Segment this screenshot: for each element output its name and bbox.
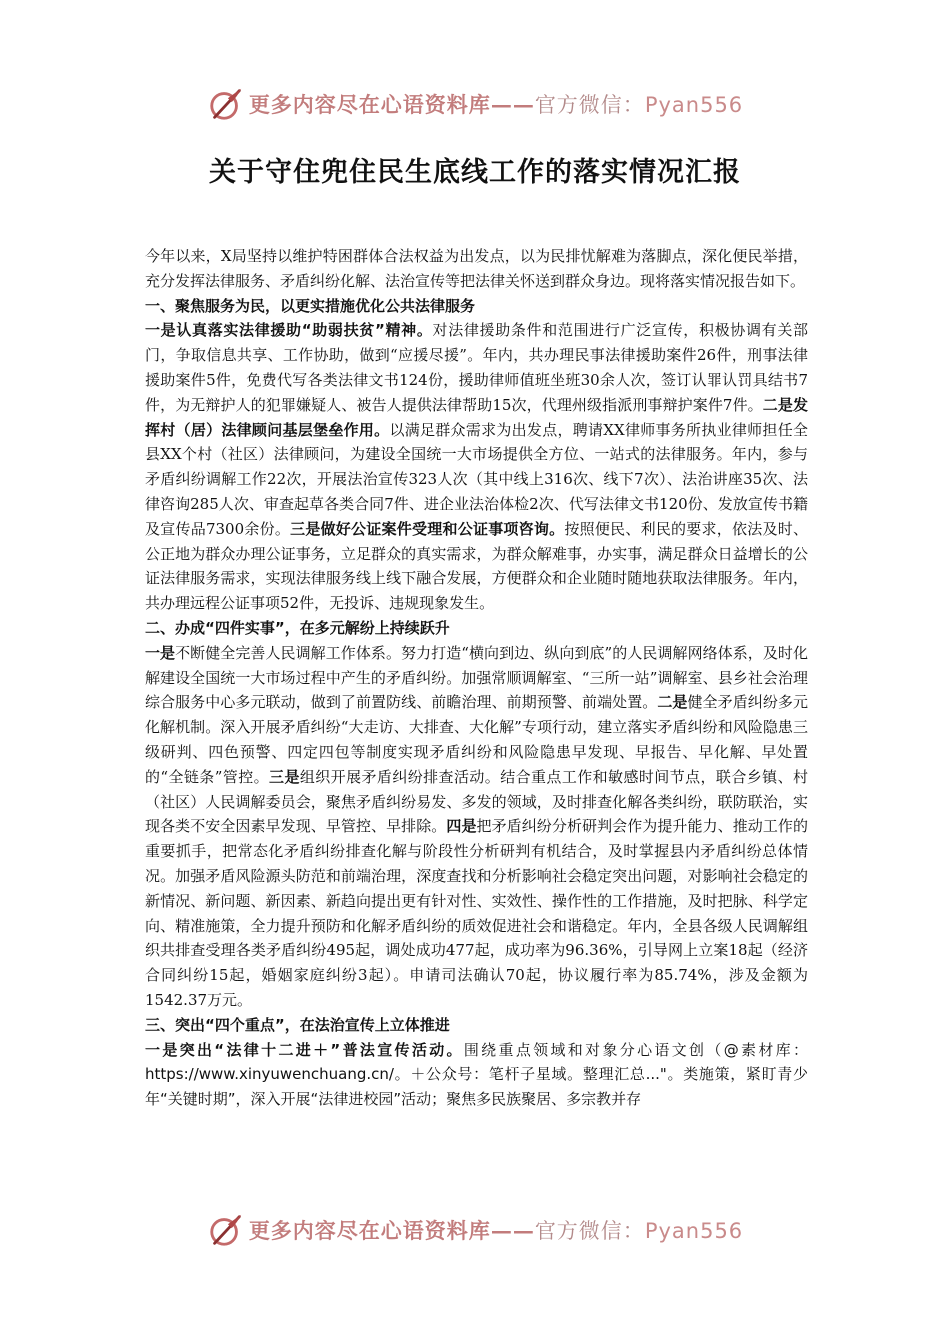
s1-point-3-lead: 三是做好公证案件受理和公证事项咨询。 [290,519,565,538]
document-title: 关于守住兜住民生底线工作的落实情况汇报 [209,157,741,188]
header-banner-wechat: 官方微信： [534,93,645,117]
section-1-paragraph [145,318,808,616]
s1-point-2-text: 以满足群众需求为出发点，聘请XX律师事务所执业律师担任全县XX个村（社区）法律顾问，为建设全国统一大市场提供全方位、一站式的法律服务。年内，参与矛盾纠纷调解工作22次，开展法治宣传323人次（其中线上316次、线下7次）、法治讲座35次、法律咨询285人次、审查起草各类合同7件、进企业法治体检2次、代写法律文书120份、发放宣传书籍及宣传品7300余份。 [145,420,808,538]
footer-banner-text [249,1215,743,1245]
header-banner-main: 更多内容尽在心语资料库 [248,92,491,117]
footer-banner-id: Pyan556 [644,1219,744,1243]
quill-logo-icon [207,1211,245,1249]
s2-point-1-text: 不断健全完善人民调解工作体系。努力打造“横向到边、纵向到底”的人民调解网络体系，及时化解建设全国统一大市场过程中产生的矛盾纠纷。加强常顺调解室、“三所一站”调解室、县乡社会治理综合服务中心多元联动，做到了前置防线、前瞻治理、前期预警、前端处置。 [145,643,808,712]
s2-point-2-text: 健全矛盾纠纷多元化解机制。深入开展矛盾纠纷“大走访、大排查、大化解”专项行动，建立落实矛盾纠纷和风险隐患三级研判、四色预警、四定四包等制度实现矛盾纠纷和风险隐患早发现、早报告、早化解、早处置的“全链条”管控。 [145,693,808,786]
s1-point-2-lead: 二是发挥村（居）法律顾问基层堡垒作用。 [145,395,808,439]
intro-paragraph: 今年以来，X局坚持以维护特困群体合法权益为出发点，以为民排忧解难为落脚点，深化便民举措，充分发挥法律服务、矛盾纠纷化解、法治宣传等把法律关怀送到群众身边。现将落实情况报告如下。 [145,247,808,290]
s2-point-2-lead: 二是 [657,693,688,712]
header-watermark-banner [0,82,950,126]
s2-point-1-lead: 一是 [145,643,176,662]
footer-watermark-banner [0,1208,950,1252]
s3-point-1-text: 围绕重点领域和对象分心语文创（@素材库：https://www.xinyuwenchuang.cn/。＋公众号：笔杆子星域。整理汇总..."。类施策，紧盯青少年“关键时期”，深入开展“法律进校园”活动；聚焦多民族聚居、多宗教并存 [145,1040,808,1109]
section-1-heading: 一、聚焦服务为民，以更实措施优化公共法律服务 [145,296,476,315]
header-banner-dash: —— [490,92,535,117]
s2-point-3-lead: 三是 [269,767,300,786]
s3-point-1-lead: 一是突出“法律十二进＋”普法宣传活动。 [145,1040,464,1059]
section-2-heading: 二、办成“四件实事”，在多元解纷上持续跃升 [145,618,450,637]
footer-banner-wechat: 官方微信： [534,1219,645,1243]
section-3-paragraph [145,1038,808,1112]
s2-point-4-lead: 四是 [446,817,477,836]
s1-point-3-text: 按照便民、利民的要求，依法及时、公正地为群众办理公证事务，立足群众的真实需求，为群众解难事，办实事，满足群众日益增长的公证法律服务需求，实现法律服务线上线下融合发展，方便群众和企业随时随地获取法律服务。年内，共办理远程公证事项52件，无投诉、违规现象发生。 [145,519,808,613]
s1-point-1-lead: 一是认真落实法律援助“助弱扶贫”精神。 [145,321,433,340]
s1-point-1-text: 对法律援助条件和范围进行广泛宣传，积极协调有关部门，争取信息共享、工作协助，做到“应援尽援”。年内，共办理民事法律援助案件26件，刑事法律援助案件5件，免费代写各类法律文书124份，援助律师值班坐班30余人次，签订认罪认罚具结书7件，为无辩护人的犯罪嫌疑人、被告人提供法律帮助15次，代理州级指派刑事辩护案件7件。 [145,321,808,414]
header-banner-id: Pyan556 [644,93,744,117]
section-3-heading: 三、突出“四个重点”，在法治宣传上立体推进 [145,1015,450,1034]
footer-banner-dash: —— [490,1218,535,1243]
footer-banner-main: 更多内容尽在心语资料库 [248,1218,491,1243]
header-banner-text [249,89,743,119]
document-body [145,244,808,1112]
section-2-paragraph [145,641,808,1013]
s2-point-3-text: 组织开展矛盾纠纷排查活动。结合重点工作和敏感时间节点，联合乡镇、村（社区）人民调解委员会，聚焦矛盾纠纷易发、多发的领域，及时排查化解各类纠纷，联防联治，实现各类不安全因素早发现、早管控、早排除。 [145,767,808,836]
s2-point-4-text: 把矛盾纠纷分析研判会作为提升能力、推动工作的重要抓手，把常态化矛盾纠纷排查化解与阶段性分析研判有机结合，及时掌握县内矛盾纠纷总体情况。加强矛盾风险源头防范和前端治理，深度查找和分析影响社会稳定突出问题，对影响社会稳定的新情况、新问题、新因素、新趋向提出更有针对性、实效性、操作性的工作措施，及时把脉、科学定向、精准施策，全力提升预防和化解矛盾纠纷的质效促进社会和谐稳定。年内，全县各级人民调解组织共排查受理各类矛盾纠纷495起，调处成功477起，成功率为96.36%，引导网上立案18起（经济合同纠纷15起，婚姻家庭纠纷3起）。申请司法确认70起，协议履行率为85.74%，涉及金额为1542.37万元。 [145,817,808,1009]
quill-logo-icon [207,85,245,123]
